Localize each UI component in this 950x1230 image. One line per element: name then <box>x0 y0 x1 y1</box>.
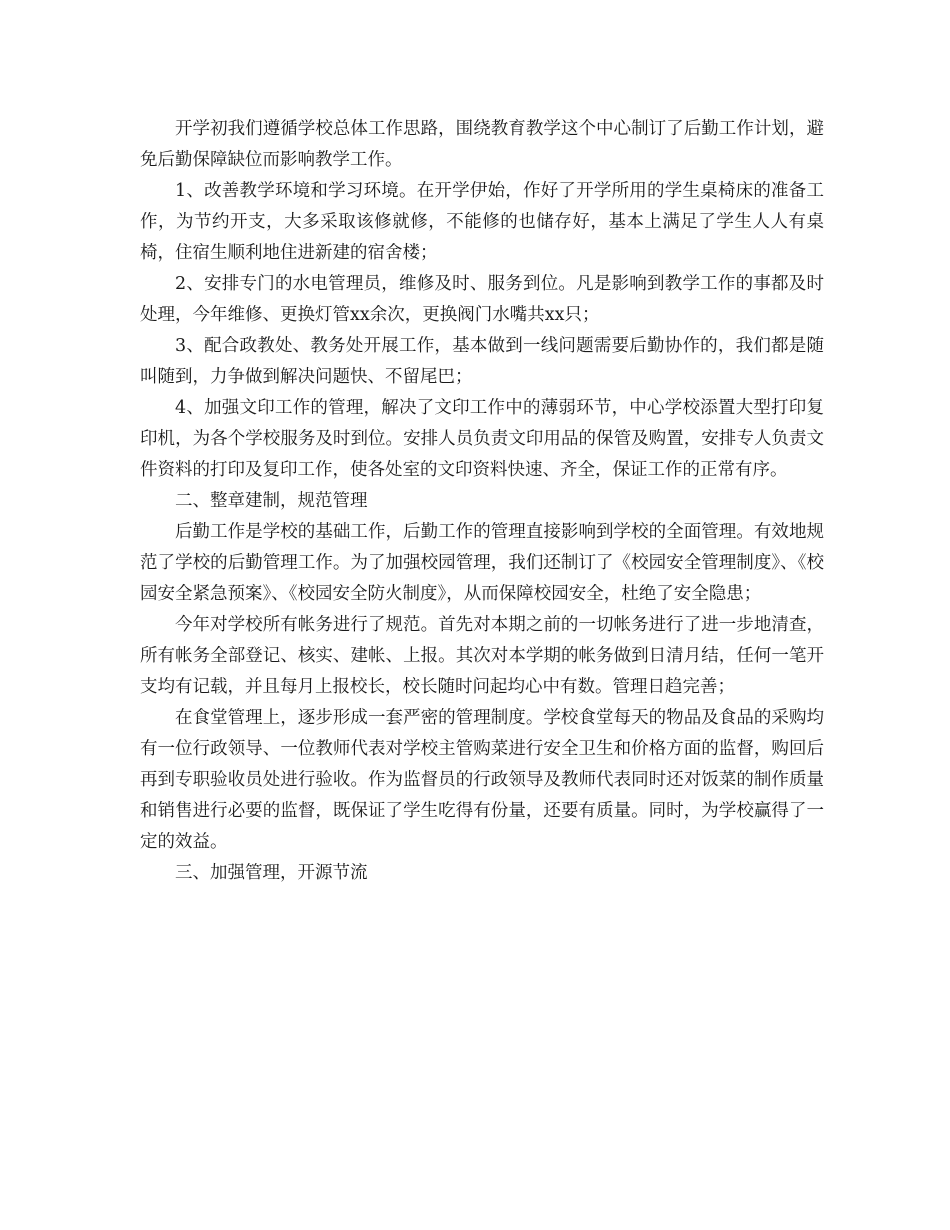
paragraph-accounts: 今年对学校所有帐务进行了规范。首先对本期之前的一切帐务进行了进一步地清查，所有帐务全部登记、核实、建帐、上报。其次对本学期的帐务做到日清月结，任何一笔开支均有记载，并且每月上报校长，校长随时问起均心中有数。管理日趋完善； <box>140 615 824 697</box>
section-heading-3: 三、加强管理，开源节流 <box>175 863 368 883</box>
paragraph-canteen: 在食堂管理上，逐步形成一套严密的管理制度。学校食堂每天的物品及食品的采购均有一位行政领导、一位教师代表对学校主管购菜进行安全卫生和价格方面的监督，购回后再到专职验收员处进行验收。作为监督员的行政领导及教师代表同时还对饭菜的制作质量和销售进行必要的监督，既保证了学生吃得有份量，还要有质量。同时，为学校赢得了一定的效益。 <box>140 708 824 852</box>
document-body <box>140 114 824 889</box>
paragraph-item-2: 2、安排专门的水电管理员，维修及时、服务到位。凡是影响到教学工作的事都及时处理，今年维修、更换灯管xx余次，更换阀门水嘴共xx只； <box>140 274 824 325</box>
paragraph-intro: 开学初我们遵循学校总体工作思路，围绕教育教学这个中心制订了后勤工作计划，避免后勤保障缺位而影响教学工作。 <box>140 119 824 170</box>
paragraph-item-1: 1、改善教学环境和学习环境。在开学伊始，作好了开学所用的学生桌椅床的准备工作，为节约开支，大多采取该修就修，不能修的也储存好，基本上满足了学生人人有桌椅，住宿生顺利地住进新建的宿舍楼； <box>140 181 824 263</box>
paragraph-item-3: 3、配合政教处、教务处开展工作，基本做到一线问题需要后勤协作的，我们都是随叫随到，力争做到解决问题快、不留尾巴； <box>140 336 824 387</box>
section-heading-2: 二、整章建制，规范管理 <box>175 491 368 511</box>
paragraph-management: 后勤工作是学校的基础工作，后勤工作的管理直接影响到学校的全面管理。有效地规范了学校的后勤管理工作。为了加强校园管理，我们还制订了《校园安全管理制度》、《校园安全紧急预案》、《校园安全防火制度》，从而保障校园安全，杜绝了安全隐患； <box>140 522 824 604</box>
paragraph-item-4: 4、加强文印工作的管理，解决了文印工作中的薄弱环节，中心学校添置大型打印复印机，为各个学校服务及时到位。安排人员负责文印用品的保管及购置，安排专人负责文件资料的打印及复印工作，使各处室的文印资料快速、齐全，保证工作的正常有序。 <box>140 398 824 480</box>
